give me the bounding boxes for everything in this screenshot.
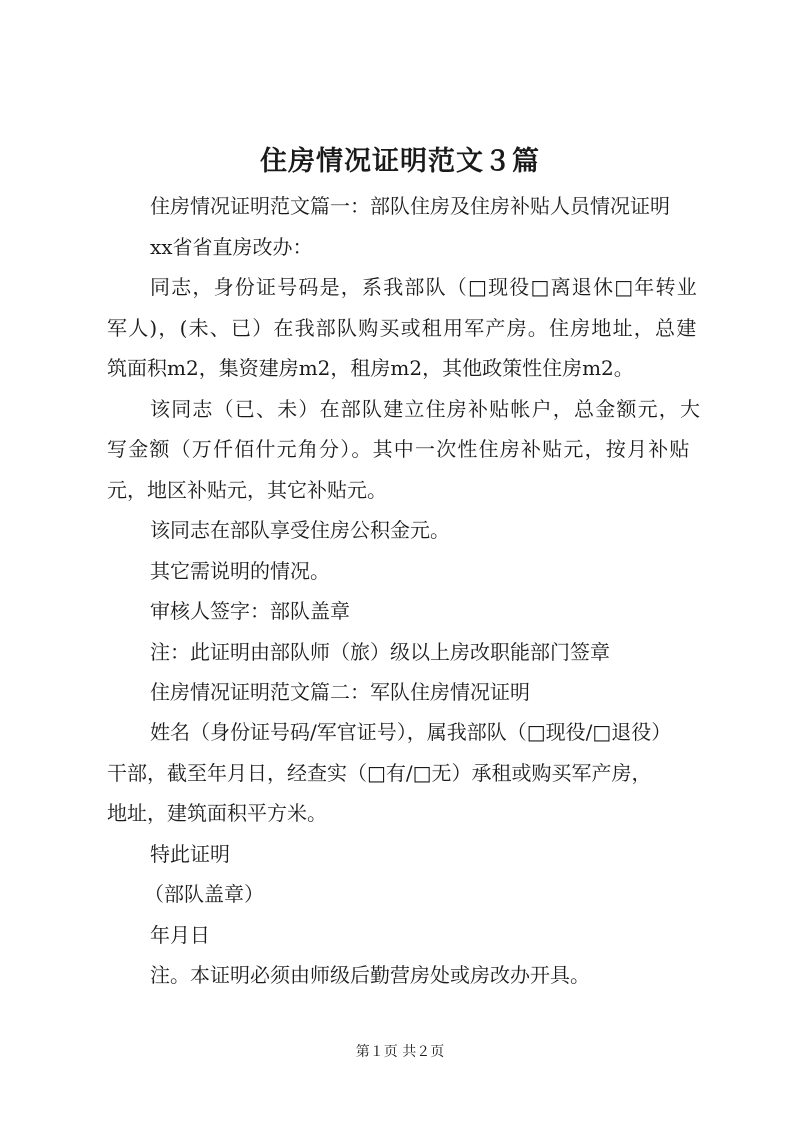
- paragraph-line: 地址，建筑面积平方米。: [107, 801, 327, 825]
- note-line: 注：此证明由部队师（旅）级以上房改职能部门签章: [150, 640, 610, 664]
- paragraph-line: 写金额（万仟佰什元角分）。其中一次性住房补贴元，按月补贴: [107, 437, 691, 461]
- paragraph-line: 军人)，(未、已）在我部队购买或租用军产房。住房地址，总建: [107, 316, 698, 340]
- addressee-line: xx省省直房改办：: [150, 235, 313, 259]
- date-line: 年月日: [150, 923, 210, 947]
- paragraph-line: 该同志（已、未）在部队建立住房补贴帐户，总金额元，大: [150, 397, 702, 421]
- document-title: 住房情况证明范文３篇: [260, 146, 540, 177]
- paragraph-line: 该同志在部队享受住房公积金元。: [150, 518, 450, 542]
- section-heading-1: 住房情况证明范文篇一：部队住房及住房补贴人员情况证明: [150, 194, 670, 218]
- signature-line: 审核人签字：部队盖章: [150, 599, 350, 623]
- paragraph-line: 其它需说明的情况。: [150, 559, 330, 583]
- page-number-footer: 第１页 共２页: [355, 1044, 445, 1060]
- paragraph-line: 干部，截至年月日，经查实（□有/□无）承租或购买军产房，: [107, 761, 652, 785]
- paragraph-line: 同志，身份证号码是，系我部队（□现役□离退休□年转业: [150, 275, 698, 299]
- paragraph-line: 元，地区补贴元，其它补贴元。: [107, 478, 387, 502]
- paragraph-line: 姓名（身份证号码/军官证号），属我部队（□现役/□退役）: [150, 720, 672, 744]
- closing-line: 特此证明: [150, 842, 230, 866]
- note-line: 注。本证明必须由师级后勤营房处或房改办开具。: [150, 963, 590, 987]
- section-heading-2: 住房情况证明范文篇二：军队住房情况证明: [150, 680, 530, 704]
- paragraph-line: 筑面积m2，集资建房m2，租房m2，其他政策性住房m2。: [107, 356, 634, 380]
- stamp-line: （部队盖章）: [144, 882, 264, 906]
